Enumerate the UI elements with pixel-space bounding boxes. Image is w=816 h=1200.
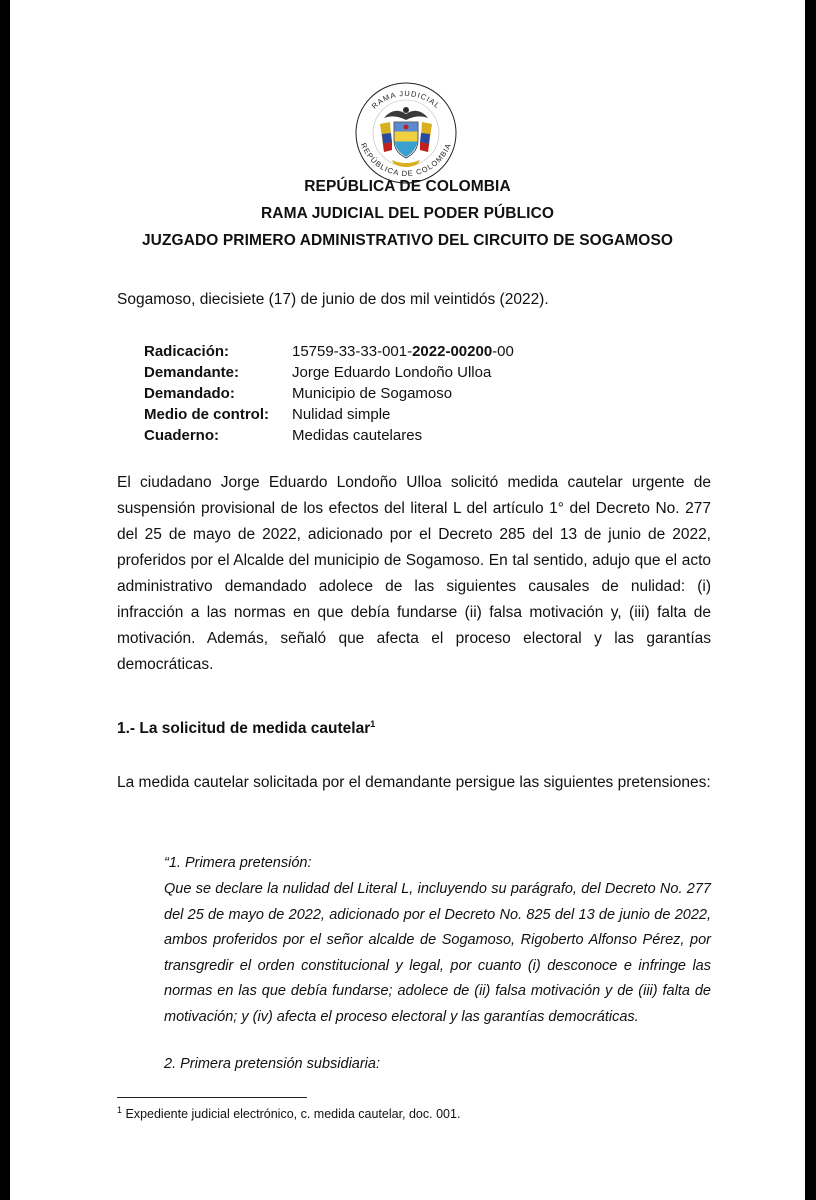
seal-top-text: RAMA JUDICIAL: [369, 88, 443, 111]
radicacion-label: Radicación:: [144, 343, 230, 360]
medio-control-label: Medio de control:: [144, 406, 269, 423]
radicacion-value: 15759-33-33-001-2022-00200-00: [292, 343, 514, 360]
document-page: [10, 0, 805, 1200]
cuaderno-value: Medidas cautelares: [292, 427, 423, 444]
quote-heading: “1. Primera pretensión:: [164, 855, 312, 871]
header-country: REPÚBLICA DE COLOMBIA: [304, 178, 511, 195]
footnote: $^1$ Expediente judicial electrónico, c. medida cautelar, doc. 001.: [117, 1104, 461, 1121]
section-heading: 1.- La solicitud de medida cautelar$^1$: [117, 718, 376, 737]
demandado-label: Demandado:: [144, 385, 235, 402]
section-paragraph: La medida cautelar solicitada por el demandante persigue las siguientes pretensiones:: [117, 774, 711, 791]
footnote-divider: [117, 1097, 307, 1098]
intro-paragraph: El ciudadano Jorge Eduardo Londoño Ulloa solicitó medida cautelar urgente de suspensión provisional de los efectos del literal L del artículo 1° del Decreto No. 277 del 25 de mayo de 2022, adicionado por el Decreto 285 del 13 de junio de 2022, proferidos por el Alcalde del municipio de Sogamoso. En tal sentido, adujo que el acto administrativo demandado adolece de las siguientes causales de nulidad: (i) infracción a las normas en que debía fundarse (ii) falsa motivación y, (iii) falta de motivación. Además, señaló que afecta el proceso electoral y las garantías democráticas.: [117, 474, 711, 673]
judicial-seal-logo: [344, 78, 468, 188]
demandante-value: Jorge Eduardo Londoño Ulloa: [292, 364, 492, 381]
quote-body: Que se declare la nulidad del Literal L, incluyendo su parágrafo, del Decreto No. 277 del 25 de mayo de 2022, adicionado por el Decreto No. 825 del 13 de junio de 2022, ambos proferidos por el señor alcalde de Sogamoso, Rigoberto Alfonso Pérez, por transgredir el orden constitucional y legal, por cuanto (i) desconoce e infringe las normas en las que debía fundarse; adolece de (ii) falsa motivación y de (iii) falta de motivación; y (iv) afecta el proceso electoral y las garantías democráticas.: [164, 881, 711, 1025]
header-branch: RAMA JUDICIAL DEL PODER PÚBLICO: [260, 205, 555, 222]
footnote-reference: 1: [370, 718, 376, 729]
cuaderno-label: Cuaderno:: [144, 427, 219, 444]
demandante-label: Demandante:: [144, 364, 240, 381]
date-line: Sogamoso, diecisiete (17) de junio de dos mil veintidós (2022).: [117, 291, 549, 308]
demandado-value: Municipio de Sogamoso: [292, 385, 453, 402]
header-court: JUZGADO PRIMERO ADMINISTRATIVO DEL CIRCUITO DE SOGAMOSO: [141, 232, 674, 249]
seal-bottom-text: REPÚBLICA DE COLOMBIA: [358, 141, 454, 179]
medio-control-value: Nulidad simple: [292, 406, 391, 423]
quote-subheading: 2. Primera pretensión subsidiaria:: [164, 1056, 380, 1072]
